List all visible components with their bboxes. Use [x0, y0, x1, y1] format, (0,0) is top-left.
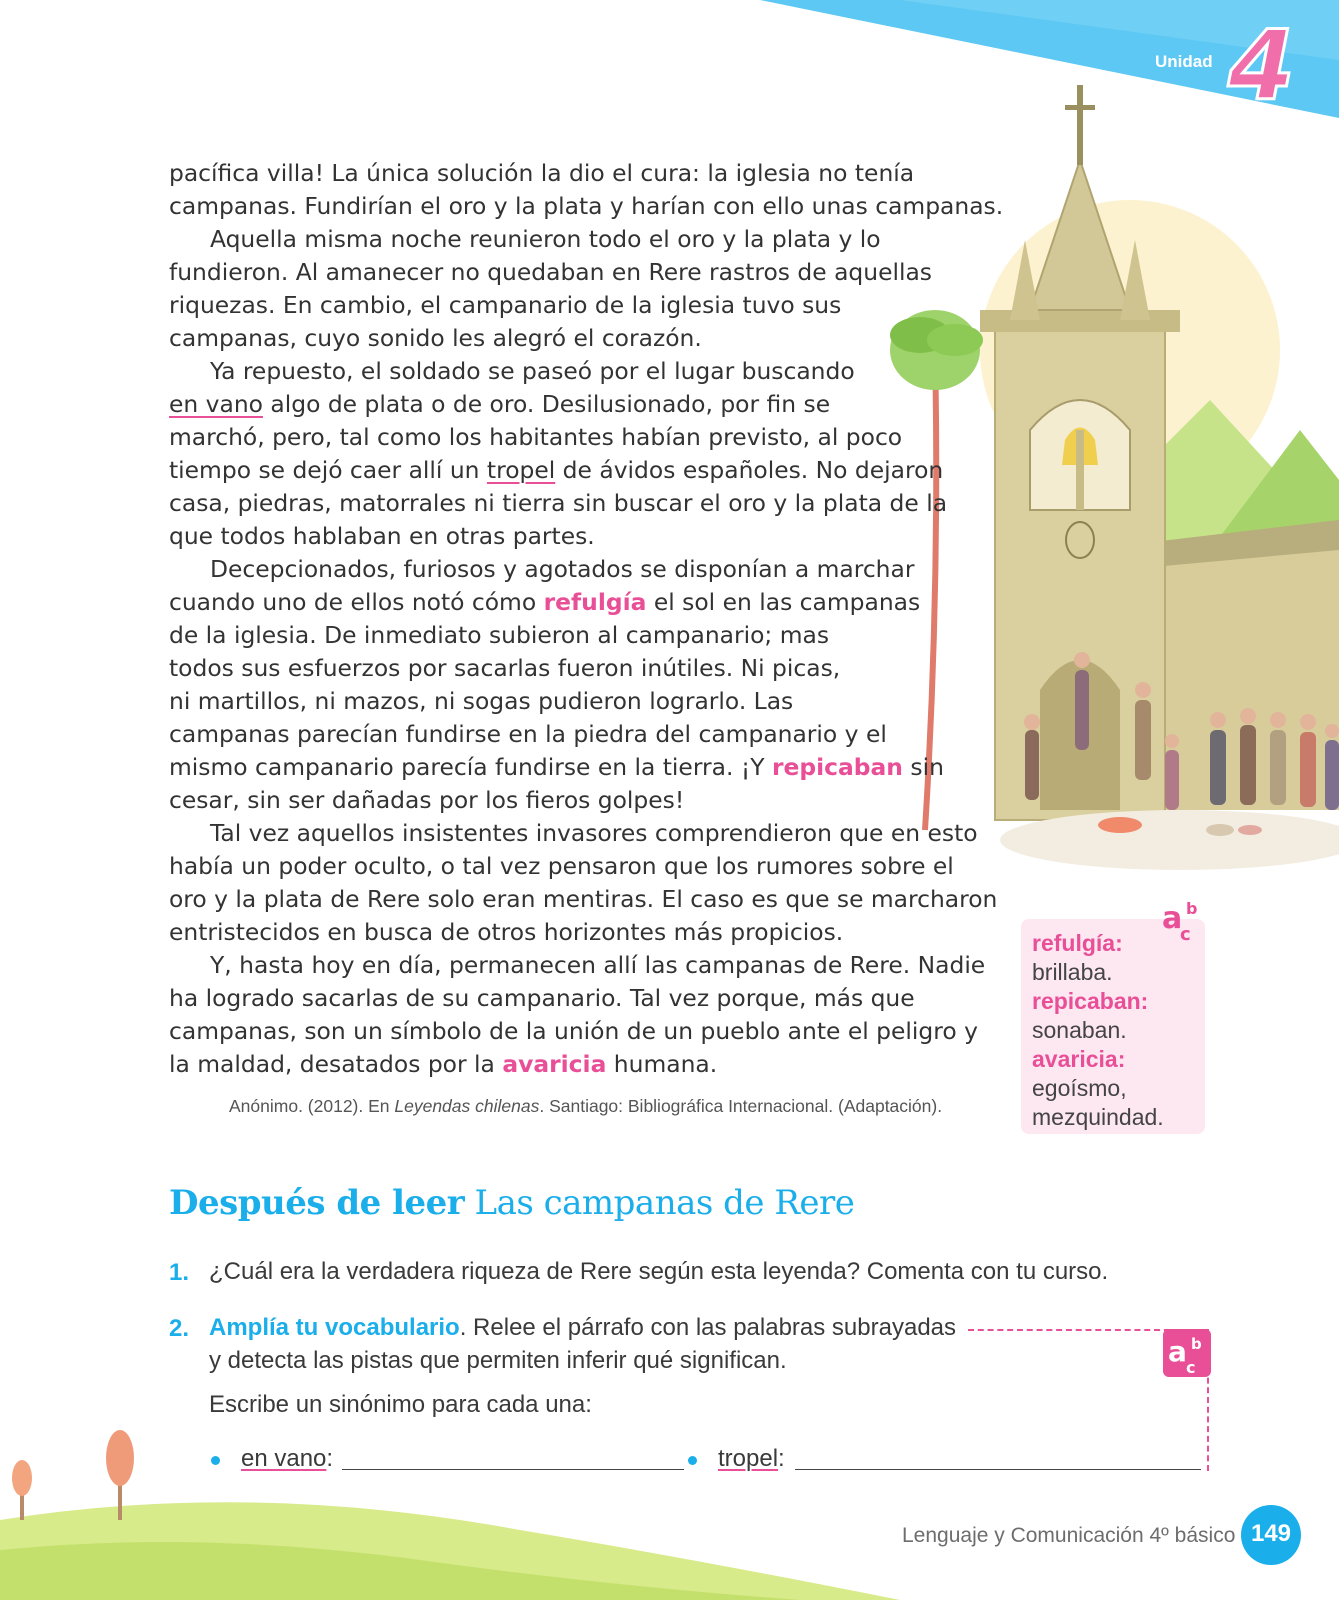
abc-pink-b: b — [1191, 1335, 1202, 1353]
question-2-segment: . Relee el párrafo con las palabras subrayadas — [459, 1314, 957, 1341]
text-segment: el sol en las campanas — [646, 588, 921, 616]
text-line: entristecidos en busca de otros horizontes más propicios. — [169, 918, 844, 946]
glossary-definition: mezquindad. — [1032, 1104, 1164, 1130]
answer-word: en vano — [241, 1445, 327, 1472]
glossary-definition: sonaban. — [1032, 1017, 1127, 1043]
text-line: Tal vez aquellos insistentes invasores comprendieron que en esto — [210, 819, 978, 847]
text-segment: algo de plata o de oro. Desilusionado, por fin se — [262, 390, 831, 418]
meadow-decoration — [0, 1420, 900, 1600]
paragraph-1 — [169, 157, 1004, 223]
question-2-line-2: y detecta las pistas que permiten inferir qué significan. — [209, 1347, 787, 1374]
text-segment: mismo campanario parecía fundirse en la tierra. ¡Y — [169, 753, 772, 781]
question-2-line-1 — [209, 1311, 956, 1344]
footer-subject: Lenguaje y Comunicación 4º básico — [902, 1524, 1236, 1547]
abc-icon — [1160, 898, 1204, 942]
text-line: ni martillos, ni mazos, ni sogas pudieron lograrlo. Las — [169, 687, 794, 715]
answer-word: tropel — [718, 1445, 779, 1472]
section-title-rest: Las campanas de Rere — [464, 1183, 855, 1223]
abc-icon-c: c — [1180, 924, 1191, 942]
text-line: Decepcionados, furiosos y agotados se disponían a marchar — [210, 555, 915, 583]
text-segment: humana. — [606, 1050, 718, 1078]
text-line: Aquella misma noche reunieron todo el oro y la plata y lo — [210, 225, 881, 253]
text-segment: sin — [902, 753, 944, 781]
text-line: campanas, son un símbolo de la unión de un pueblo ante el peligro y — [169, 1017, 978, 1045]
section-title — [169, 1183, 854, 1223]
text-line: riquezas. En cambio, el campanario de la iglesia tuvo sus — [169, 291, 842, 319]
text-line: fundieron. Al amanecer no quedaban en Rere rastros de aquellas — [169, 258, 932, 286]
text-segment: de ávidos españoles. No dejaron — [555, 456, 944, 484]
text-line: oro y la plata de Rere solo eran mentiras. El caso es que se marcharon — [169, 885, 998, 913]
text-line: todos sus esfuerzos por sacarlas fueron inútiles. Ni picas, — [169, 654, 841, 682]
paragraph-3 — [169, 355, 999, 553]
unit-number: 4 — [1228, 10, 1295, 122]
text-line — [169, 454, 999, 487]
story-text — [169, 157, 1004, 1081]
page-number: 149 — [1250, 1520, 1292, 1547]
text-line: pacífica villa! La única solución la dio el cura: la iglesia no tenía — [169, 159, 915, 187]
underlined-word-en-vano: en vano — [169, 390, 263, 418]
abc-icon — [1163, 1329, 1211, 1377]
glossary-definition: egoísmo, — [1032, 1075, 1127, 1101]
section-title-bold: Después de leer — [169, 1183, 465, 1223]
vocab-word-repicaban: repicaban — [771, 753, 903, 781]
abc-pink-c: c — [1186, 1358, 1196, 1377]
text-line: había un poder oculto, o tal vez pensaron que los rumores sobre el — [169, 852, 954, 880]
question-2-heading: Amplía tu vocabulario — [209, 1314, 460, 1341]
text-line — [169, 388, 999, 421]
text-line: Y, hasta hoy en día, permanecen allí las campanas de Rere. Nadie — [210, 951, 986, 979]
text-line: Ya repuesto, el soldado se paseó por el lugar buscando — [210, 357, 855, 385]
text-line — [169, 586, 999, 619]
text-line: campanas. Fundirían el oro y la plata y harían con ello unas campanas. — [169, 192, 1004, 220]
glossary-box — [1021, 919, 1205, 1134]
text-segment: la maldad, desatados por la — [169, 1050, 503, 1078]
glossary-term: avaricia: — [1032, 1046, 1126, 1072]
paragraph-5 — [169, 817, 999, 949]
unit-label: Unidad — [1155, 52, 1213, 71]
citation-segment: . Santiago: Bibliográfica Internacional. (Adaptación). — [539, 1096, 943, 1116]
text-line: cesar, sin ser dañadas por los fieros golpes! — [169, 786, 685, 814]
underlined-word-tropel: tropel — [486, 456, 556, 484]
citation — [229, 1096, 942, 1117]
text-line — [169, 751, 999, 784]
text-line: de la iglesia. De inmediato subieron al campanario; mas — [169, 621, 830, 649]
answer-colon: : — [326, 1445, 334, 1472]
citation-segment: Anónimo. (2012). En — [229, 1096, 395, 1116]
text-line: campanas, cuyo sonido les alegró el corazón. — [169, 324, 702, 352]
question-1-number: 1. — [169, 1259, 190, 1286]
text-line: ha logrado sacarlas de su campanario. Tal vez porque, más que — [169, 984, 915, 1012]
paragraph-4 — [169, 553, 999, 817]
vocab-word-avaricia: avaricia — [502, 1050, 607, 1078]
answer-colon: : — [778, 1445, 785, 1472]
paragraph-2 — [169, 223, 999, 355]
glossary-term: refulgía: — [1032, 930, 1123, 956]
text-line: casa, piedras, matorrales ni tierra sin buscar el oro y la plata de la — [169, 489, 948, 517]
text-line: que todos hablaban en otras partes. — [169, 522, 595, 550]
abc-icon-b: b — [1186, 899, 1198, 918]
text-segment: tiempo se dejó caer allí un — [169, 456, 487, 484]
question-1-text: ¿Cuál era la verdadera riqueza de Rere según esta leyenda? Comenta con tu curso. — [209, 1258, 1109, 1285]
question-2-instruction: Escribe un sinónimo para cada una: — [209, 1391, 592, 1418]
citation-book-title: Leyendas chilenas — [394, 1096, 540, 1116]
text-line: campanas parecían fundirse en la piedra del campanario y el — [169, 720, 887, 748]
text-segment: cuando uno de ellos notó cómo — [169, 588, 544, 616]
text-line: marchó, pero, tal como los habitantes habían previsto, al poco — [169, 423, 903, 451]
vocab-word-refulgia: refulgía — [543, 588, 647, 616]
abc-pink-a: a — [1168, 1335, 1187, 1368]
glossary-term: repicaban: — [1032, 988, 1149, 1014]
glossary-definition: brillaba. — [1032, 959, 1113, 985]
abc-icon-a: a — [1162, 901, 1183, 936]
text-line — [169, 1048, 999, 1081]
paragraph-6 — [169, 949, 999, 1081]
question-2-number: 2. — [169, 1315, 190, 1342]
